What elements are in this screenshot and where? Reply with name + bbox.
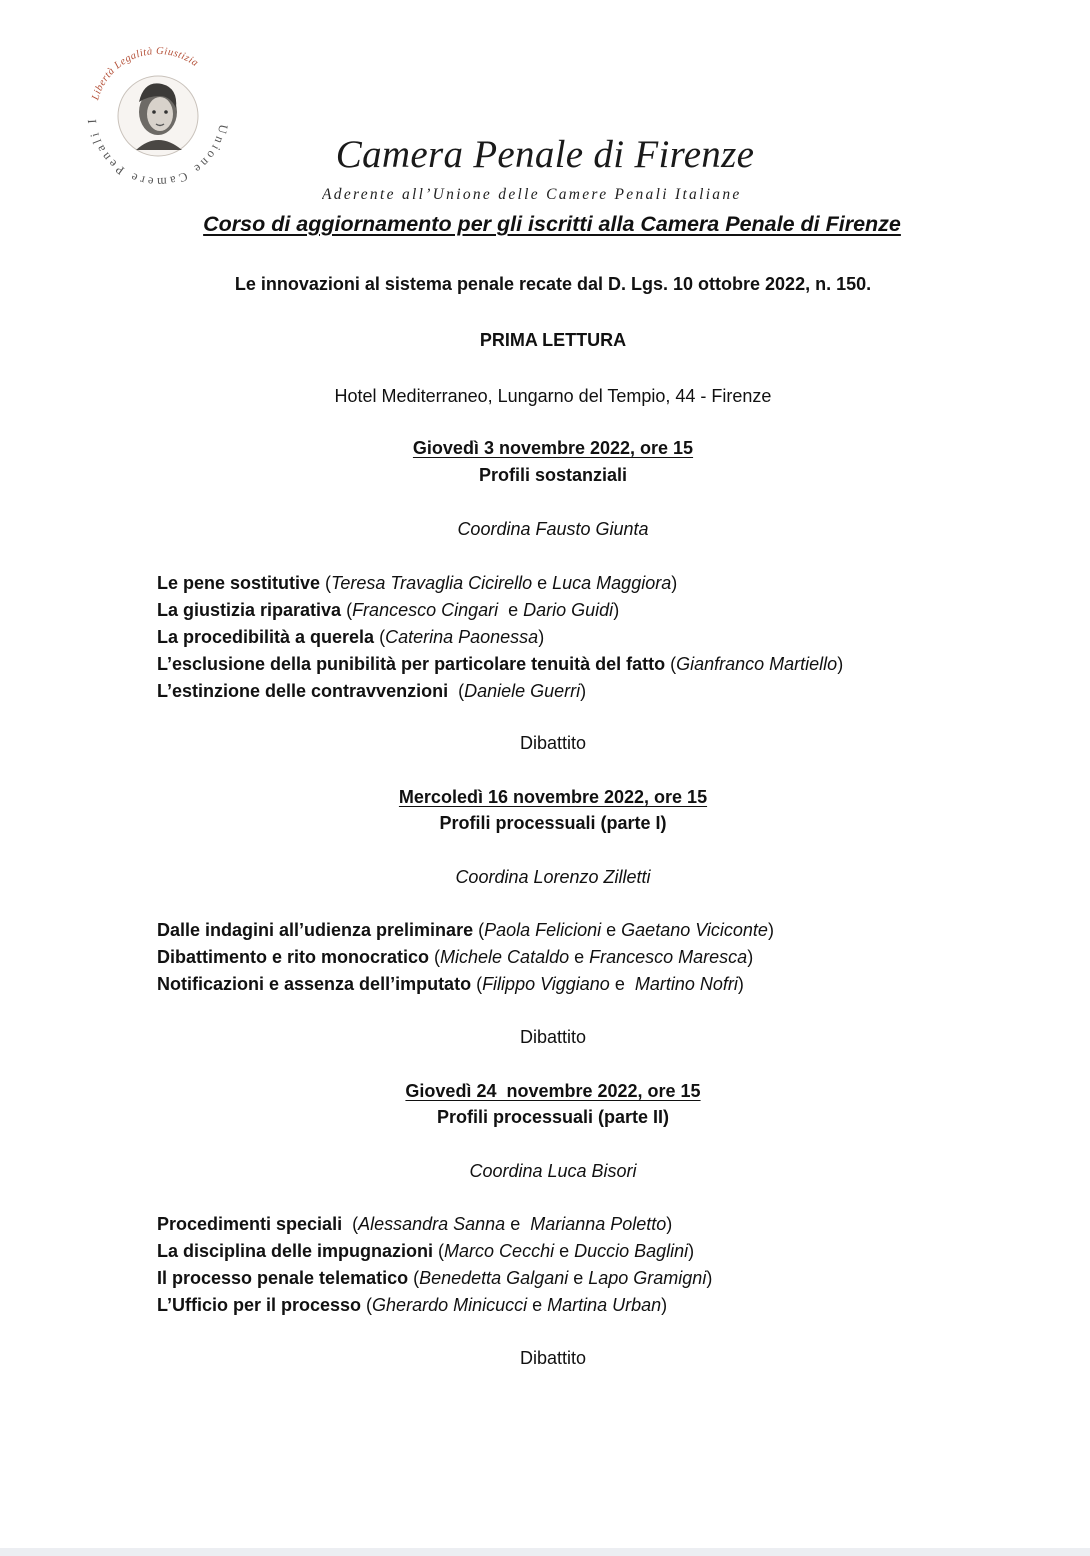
talk-speaker: Marianna Poletto [530, 1214, 667, 1234]
talk-title: Dalle indagini all’udienza preliminare [157, 920, 474, 940]
talk-speaker: Gherardo Minicucci [372, 1295, 528, 1315]
day-3-subtitle: Profili processuali (parte II) [436, 1107, 670, 1127]
paren-close: ) [747, 947, 754, 967]
talk-title: La giustizia riparativa [157, 600, 342, 620]
paren-close: ) [538, 627, 545, 647]
speaker-conjunction: e [609, 974, 635, 994]
talk-item [157, 1212, 1057, 1239]
talk-speaker: Caterina Paonessa [385, 627, 539, 647]
speaker-conjunction: e [527, 1295, 548, 1315]
talk-item [157, 1239, 1057, 1266]
day-2-talk-list [157, 918, 1057, 999]
talk-speaker: Filippo Viggiano [482, 974, 610, 994]
talk-item [157, 652, 1057, 679]
day-3-date: Giovedì 24 novembre 2022, ore 15 [405, 1081, 701, 1101]
speaker-conjunction: e [532, 573, 553, 593]
talk-speaker: Paola Felicioni [484, 920, 602, 940]
paren-open: ( [341, 600, 353, 620]
talk-speaker: Benedetta Galgani [419, 1268, 569, 1288]
paren-open: ( [665, 654, 677, 674]
paren-open: ( [471, 974, 483, 994]
paren-close: ) [671, 573, 678, 593]
reading-label: PRIMA LETTURA [479, 330, 627, 350]
talk-title: Dibattimento e rito monocratico [157, 947, 430, 967]
course-subject: Le innovazioni al sistema penale recate dal D. Lgs. 10 ottobre 2022, n. 150. [234, 274, 872, 294]
day-3-debate: Dibattito [519, 1348, 587, 1368]
paren-open: ( [374, 627, 386, 647]
paren-close: ) [706, 1268, 713, 1288]
paren-close: ) [661, 1295, 668, 1315]
paren-close: ) [688, 1241, 695, 1261]
speaker-conjunction: e [554, 1241, 575, 1261]
talk-title: La disciplina delle impugnazioni [157, 1241, 434, 1261]
day-2-subtitle: Profili processuali (parte I) [439, 813, 667, 833]
day-1-debate: Dibattito [519, 733, 587, 753]
talk-title: L’Ufficio per il processo [157, 1295, 362, 1315]
day-1-coordinator: Coordina Fausto Giunta [457, 519, 649, 539]
talk-item [157, 1293, 1057, 1320]
talk-item [157, 625, 1057, 652]
paren-close: ) [767, 920, 774, 940]
paren-close: ) [837, 654, 844, 674]
org-title: Camera Penale di Firenze [335, 133, 755, 176]
speaker-conjunction: e [498, 600, 524, 620]
talk-speaker: Lapo Gramigni [588, 1268, 707, 1288]
speaker-conjunction: e [505, 1214, 531, 1234]
speaker-conjunction: e [569, 947, 590, 967]
day-2-debate: Dibattito [519, 1027, 587, 1047]
talk-speaker: Francesco Maresca [589, 947, 748, 967]
talk-speaker: Daniele Guerri [464, 681, 581, 701]
venue: Hotel Mediterraneo, Lungarno del Tempio, 44 - Firenze [334, 386, 772, 406]
day-1-date: Giovedì 3 novembre 2022, ore 15 [412, 438, 694, 458]
talk-speaker: Gaetano Viciconte [621, 920, 768, 940]
talk-title: L’estinzione delle contravvenzioni [157, 681, 449, 701]
paren-open: ( [448, 681, 465, 701]
talk-title: Procedimenti speciali [157, 1214, 343, 1234]
paren-close: ) [737, 974, 744, 994]
talk-item [157, 1266, 1057, 1293]
paren-open: ( [429, 947, 441, 967]
talk-title: Notificazioni e assenza dell’imputato [157, 974, 472, 994]
paren-open: ( [473, 920, 485, 940]
talk-item [157, 598, 1057, 625]
talk-speaker: Martina Urban [547, 1295, 662, 1315]
paren-open: ( [320, 573, 332, 593]
svg-text:Unione Camere Penali Italiane: Unione Camere Penali I [84, 115, 231, 190]
day-2-date: Mercoledì 16 novembre 2022, ore 15 [398, 787, 708, 807]
talk-title: L’esclusione della punibilità per particolare tenuità del fatto [157, 654, 666, 674]
talk-item [157, 571, 1057, 598]
speaker-conjunction: e [601, 920, 622, 940]
paren-close: ) [613, 600, 620, 620]
talk-item [157, 918, 1057, 945]
talk-speaker: Duccio Baglini [574, 1241, 689, 1261]
talk-speaker: Francesco Cingari [352, 600, 499, 620]
day-1-subtitle: Profili sostanziali [478, 465, 628, 485]
day-2-coordinator: Coordina Lorenzo Zilletti [455, 867, 651, 887]
course-title: Corso di aggiornamento per gli iscritti alla Camera Penale di Firenze [203, 212, 901, 236]
talk-item [157, 679, 1057, 706]
talk-speaker: Michele Cataldo [440, 947, 570, 967]
day-3-talk-list [157, 1212, 1057, 1320]
day-3-coordinator: Coordina Luca Bisori [469, 1161, 637, 1181]
talk-speaker: Martino Nofri [634, 974, 738, 994]
org-subtitle: Aderente all’Unione delle Camere Penali Italiane [322, 186, 742, 203]
talk-title: La procedibilità a querela [157, 627, 375, 647]
page-bottom-edge [0, 1548, 1090, 1556]
day-1-talk-list [157, 571, 1057, 706]
talk-item [157, 945, 1057, 972]
paren-open: ( [342, 1214, 359, 1234]
paren-open: ( [408, 1268, 420, 1288]
paren-open: ( [433, 1241, 445, 1261]
paren-close: ) [580, 681, 587, 701]
paren-close: ) [666, 1214, 673, 1234]
talk-speaker: Marco Cecchi [444, 1241, 555, 1261]
speaker-conjunction: e [568, 1268, 589, 1288]
talk-title: Le pene sostitutive [157, 573, 321, 593]
talk-item [157, 972, 1057, 999]
talk-title: Il processo penale telematico [157, 1268, 409, 1288]
talk-speaker: Luca Maggiora [552, 573, 672, 593]
talk-speaker: Dario Guidi [523, 600, 614, 620]
svg-text:Libertà Legalità Giustizia: Libertà Legalità Giustizia [90, 45, 201, 102]
talk-speaker: Alessandra Sanna [358, 1214, 506, 1234]
talk-speaker: Teresa Travaglia Cicirello [331, 573, 533, 593]
talk-speaker: Gianfranco Martiello [676, 654, 838, 674]
paren-open: ( [361, 1295, 373, 1315]
